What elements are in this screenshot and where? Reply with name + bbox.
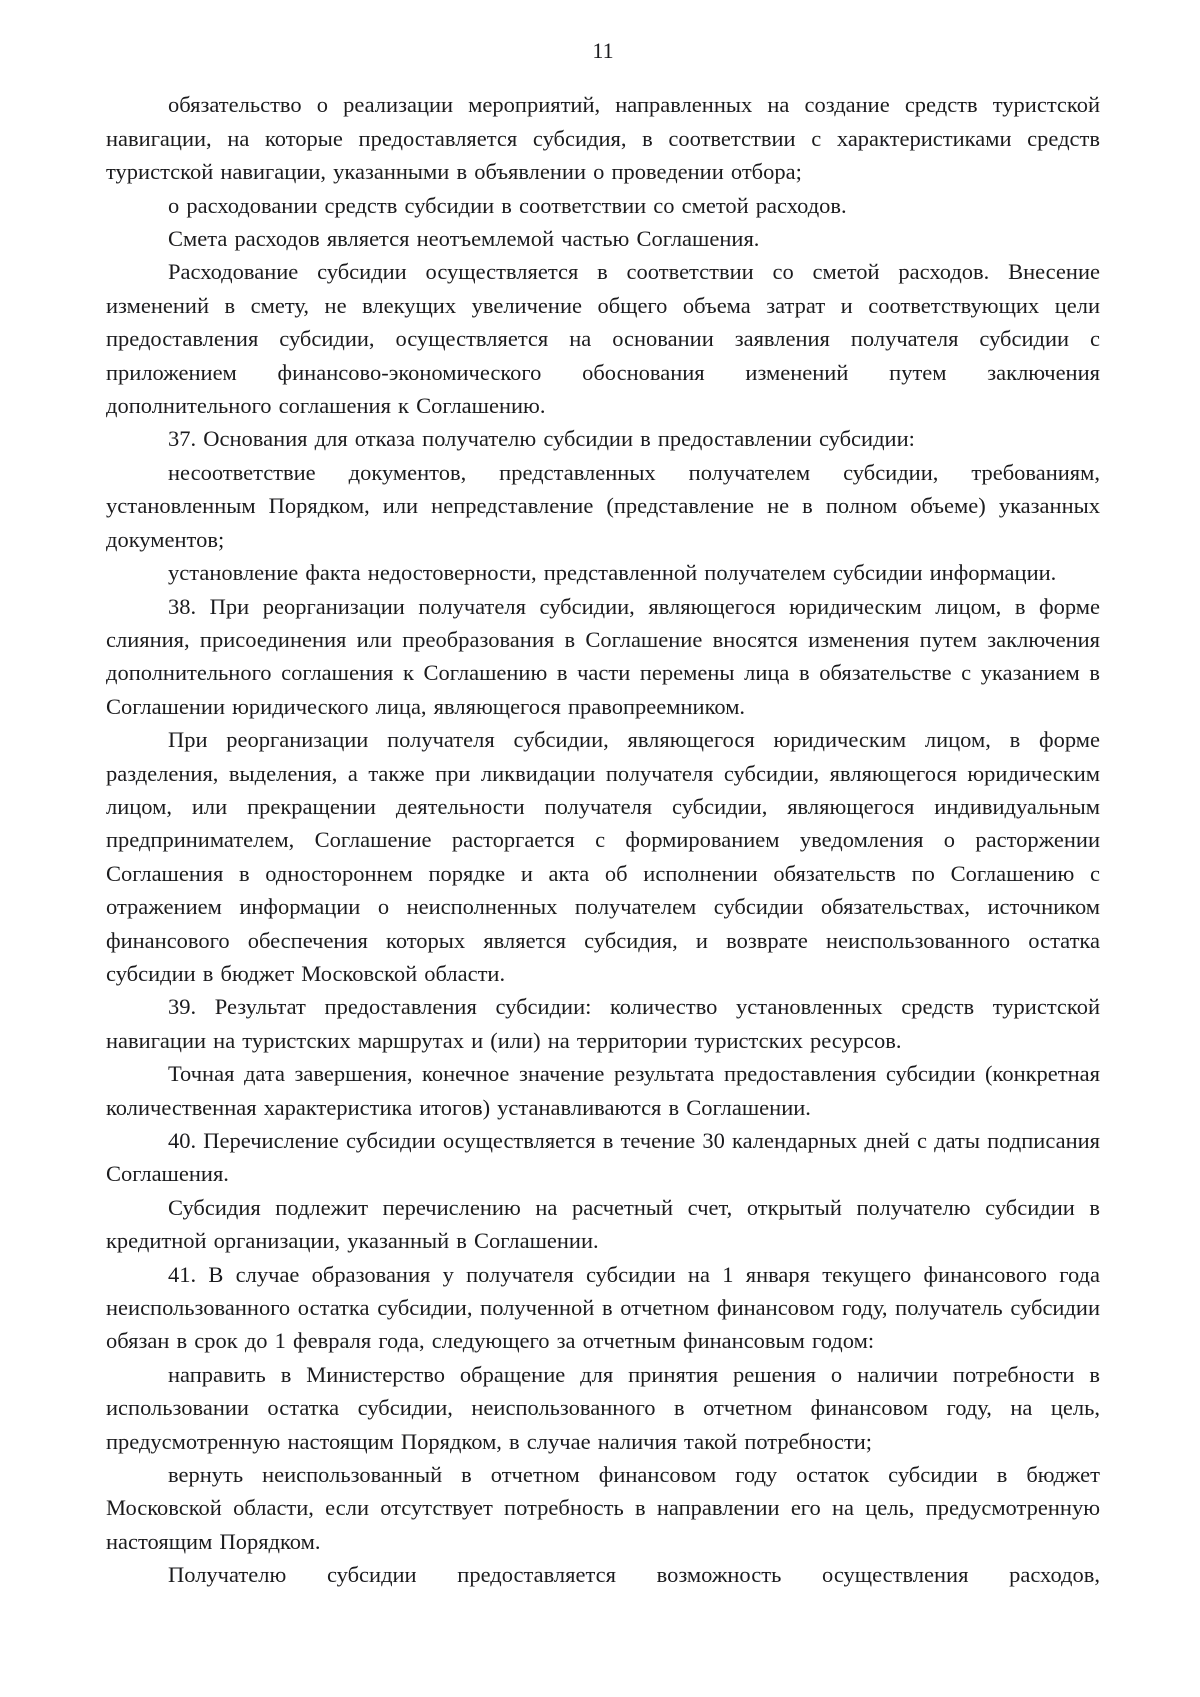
paragraph: Смета расходов является неотъемлемой частью Соглашения. [168, 226, 760, 252]
paragraph: 41. В случае образования у получателя субсидии на 1 января текущего финансового года неиспользованного остатка субсидии, полученной в отчетном финансовом году, получатель субсидии обязан в срок до 1 февраля года, следующего за отчетным финансовым годом: [106, 1261, 1100, 1354]
paragraph: 40. Перечисление субсидии осуществляется в течение 30 календарных дней с даты подписания Соглашения. [106, 1128, 1100, 1187]
paragraph: 39. Результат предоставления субсидии: количество установленных средств туристской навигации на туристских маршрутах и (или) на территории туристских ресурсов. [106, 994, 1100, 1053]
paragraph: Точная дата завершения, конечное значение результата предоставления субсидии (конкретная количественная характеристика итогов) устанавливаются в Соглашении. [106, 1061, 1100, 1120]
document-body [106, 88, 1100, 1591]
paragraph: направить в Министерство обращение для принятия решения о наличии потребности в использовании остатка субсидии, неиспользованного в отчетном финансовом году, на цель, предусмотренную настоящим Порядком, в случае наличия такой потребности; [106, 1361, 1100, 1454]
paragraph: вернуть неиспользованный в отчетном финансовом году остаток субсидии в бюджет Московской области, если отсутствует потребность в направлении его на цель, предусмотренную настоящим Порядком. [106, 1462, 1100, 1554]
paragraph: Субсидия подлежит перечислению на расчетный счет, открытый получателю субсидии в кредитной организации, указанный в Соглашении. [106, 1194, 1100, 1254]
paragraph: 37. Основания для отказа получателю субсидии в предоставлении субсидии: [168, 426, 915, 452]
paragraph: о расходовании средств субсидии в соответствии со сметой расходов. [168, 192, 847, 218]
paragraph: Получателю субсидии предоставляется возможность осуществления расходов, [168, 1562, 1100, 1588]
page-number: 11 [592, 38, 614, 63]
paragraph: Расходование субсидии осуществляется в соответствии со сметой расходов. Внесение изменений в смету, не влекущих увеличение общего объема затрат и соответствующих цели предоставления субсидии, осуществляется на основании заявления получателя субсидии с приложением финансово-экономического обоснования изменений путем заключения дополнительного соглашения к Соглашению. [106, 259, 1100, 419]
paragraph: 38. При реорганизации получателя субсидии, являющегося юридическим лицом, в форме слияния, присоединения или преобразования в Соглашение вносятся изменения путем заключения дополнительного соглашения к Соглашению в части перемены лица в обязательстве с указанием в Соглашении юридического лица, являющегося правопреемником. [106, 593, 1100, 719]
paragraph: установление факта недостоверности, представленной получателем субсидии информации. [168, 560, 1057, 586]
paragraph: несоответствие документов, представленных получателем субсидии, требованиям, установленным Порядком, или непредставление (представление не в полном объеме) указанных документов; [106, 459, 1100, 552]
paragraph: При реорганизации получателя субсидии, являющегося юридическим лицом, в форме разделения, выделения, а также при ликвидации получателя субсидии, являющегося юридическим лицом, или прекращении деятельности получателя субсидии, являющегося индивидуальным предпринимателем, Соглашение расторгается с формированием уведомления о расторжении Соглашения в одностороннем порядке и акта об исполнении обязательств по Соглашению с отражением информации о неисполненных получателем субсидии обязательствах, источником финансового обеспечения которых является субсидия, и возврате неиспользованного остатка субсидии в бюджет Московской области. [106, 727, 1100, 986]
paragraph: обязательство о реализации мероприятий, направленных на создание средств туристской навигации, на которые предоставляется субсидия, в соответствии с характеристиками средств туристской навигации, указанными в объявлении о проведении отбора; [106, 92, 1100, 185]
